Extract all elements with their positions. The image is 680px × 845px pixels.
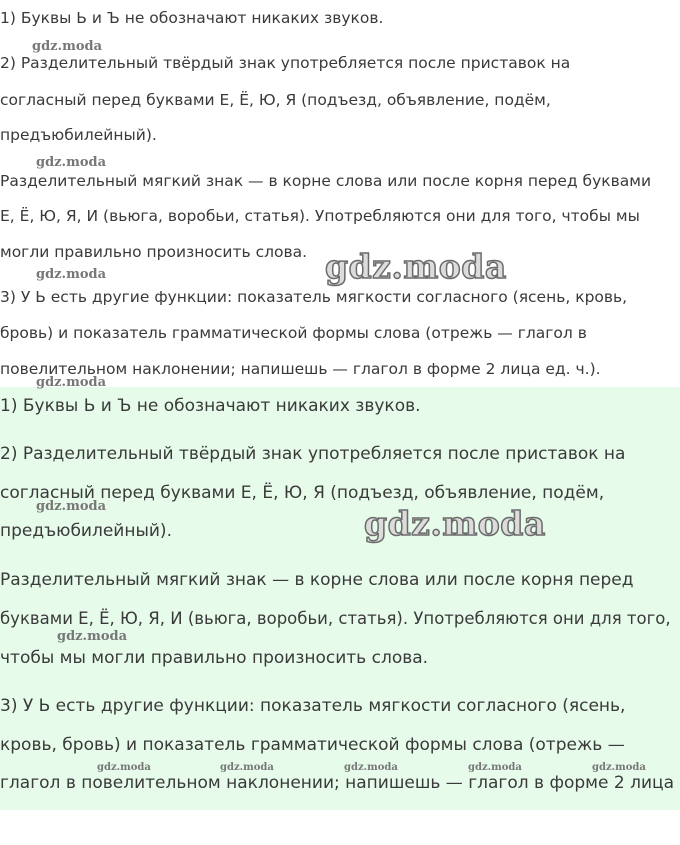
answer-line: 2) Разделительный твёрдый знак употребляется после приставок на bbox=[0, 444, 626, 464]
answer-line: повелительном наклонении; напишешь — глагол в форме 2 лица ед. ч.). bbox=[0, 360, 601, 378]
alt-answer-panel bbox=[0, 387, 680, 810]
answer-line: предъюбилейный). bbox=[0, 126, 157, 144]
watermark: gdz.moda bbox=[97, 762, 151, 773]
answer-line: 2) Разделительный твёрдый знак употребляется после приставок на bbox=[0, 54, 571, 72]
watermark: gdz.moda bbox=[220, 762, 274, 773]
answer-line: 3) У Ь есть другие функции: показатель мягкости согласного (ясень, bbox=[0, 696, 626, 716]
answer-line: 1) Буквы Ь и Ъ не обозначают никаких звуков. bbox=[0, 9, 384, 27]
answer-line: могли правильно произносить слова. bbox=[0, 243, 308, 261]
watermark: gdz.moda bbox=[32, 39, 103, 54]
watermark: gdz.moda bbox=[36, 375, 107, 390]
watermark: gdz.moda bbox=[36, 155, 107, 170]
answer-line: глагол в повелительном наклонении; напишешь — глагол в форме 2 лица bbox=[0, 773, 674, 793]
answer-line: чтобы мы могли правильно произносить слова. bbox=[0, 648, 429, 668]
watermark: gdz.moda bbox=[468, 762, 522, 773]
answer-line: 3) У Ь есть другие функции: показатель мягкости согласного (ясень, кровь, bbox=[0, 288, 628, 306]
answer-line: согласный перед буквами Е, Ё, Ю, Я (подъезд, объявление, подём, bbox=[0, 483, 605, 503]
watermark: gdz.moda bbox=[36, 267, 107, 282]
answer-line: предъюбилейный). bbox=[0, 521, 172, 541]
watermark-large: gdz.moda bbox=[325, 247, 507, 286]
watermark: gdz.moda bbox=[592, 762, 646, 773]
answer-line: 1) Буквы Ь и Ъ не обозначают никаких звуков. bbox=[0, 396, 421, 416]
watermark-large: gdz.moda bbox=[364, 504, 546, 543]
watermark: gdz.moda bbox=[36, 499, 107, 514]
answer-line: Разделительный мягкий знак — в корне слова или после корня перед буквами bbox=[0, 172, 652, 190]
answer-line: Разделительный мягкий знак — в корне слова или после корня перед bbox=[0, 570, 634, 590]
answer-line: Е, Ё, Ю, Я, И (вьюга, воробьи, статья). Употребляются они для того, чтобы мы bbox=[0, 207, 640, 225]
watermark: gdz.moda bbox=[344, 762, 398, 773]
watermark: gdz.moda bbox=[57, 629, 128, 644]
answer-line: согласный перед буквами Е, Ё, Ю, Я (подъезд, объявление, подём, bbox=[0, 91, 551, 109]
answer-line: кровь, бровь) и показатель грамматической формы слова (отрежь — bbox=[0, 735, 625, 755]
answer-line: буквами Е, Ё, Ю, Я, И (вьюга, воробьи, статья). Употребляются они для того, bbox=[0, 609, 671, 628]
answer-line: бровь) и показатель грамматической формы слова (отрежь — глагол в bbox=[0, 324, 587, 342]
